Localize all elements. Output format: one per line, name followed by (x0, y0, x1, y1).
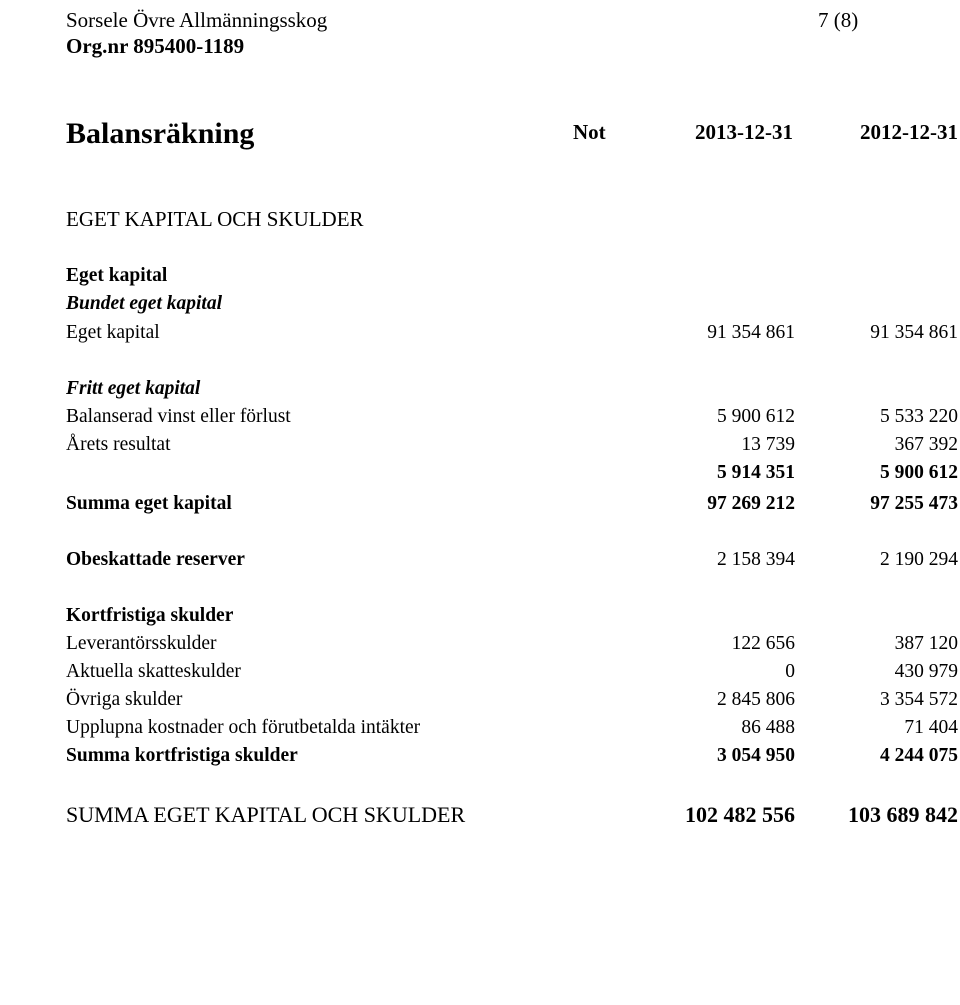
page-number: 7 (8) (818, 8, 859, 32)
column-header-2012: 2012-12-31 (860, 120, 958, 144)
table-row (0, 403, 960, 431)
row-value-2013: 13 739 (741, 434, 795, 455)
row-value-2012: 5 900 612 (880, 462, 958, 483)
row-value-2012: 430 979 (894, 661, 958, 682)
subtotal-row (0, 459, 960, 487)
row-value-2013: 3 054 950 (717, 745, 795, 766)
subheading-bundet-eget-kapital (0, 290, 960, 318)
row-label: Eget kapital (66, 322, 160, 343)
section-heading-equity-liabilities (0, 205, 960, 233)
row-value-2013: 2 845 806 (717, 689, 795, 710)
organization-number: Org.nr 895400-1189 (66, 34, 245, 58)
row-label: EGET KAPITAL OCH SKULDER (66, 207, 364, 231)
column-header-2013: 2013-12-31 (695, 120, 793, 144)
row-value-2012: 71 404 (904, 717, 958, 738)
row-label: Fritt eget kapital (66, 378, 201, 399)
row-label: Övriga skulder (66, 689, 183, 710)
row-label: Balanserad vinst eller förlust (66, 406, 291, 427)
row-value-2012: 91 354 861 (870, 322, 958, 343)
total-row-summa-kortfristiga-skulder (0, 742, 960, 770)
page-title: Balansräkning (66, 117, 255, 150)
organization-name: Sorsele Övre Allmänningsskog (66, 8, 328, 32)
row-label: Årets resultat (66, 434, 171, 455)
row-value-2013: 5 900 612 (717, 406, 795, 427)
row-label: SUMMA EGET KAPITAL OCH SKULDER (66, 802, 466, 827)
row-label: Kortfristiga skulder (66, 605, 234, 626)
row-value-2013: 102 482 556 (685, 802, 795, 827)
row-value-2012: 3 354 572 (880, 689, 958, 710)
row-value-2012: 2 190 294 (880, 549, 958, 570)
row-value-2013: 91 354 861 (707, 322, 795, 343)
row-label: Eget kapital (66, 265, 168, 286)
subheading-eget-kapital (0, 262, 960, 290)
row-label: Summa kortfristiga skulder (66, 745, 298, 766)
row-value-2013: 0 (785, 661, 795, 682)
row-value-2012: 4 244 075 (880, 745, 958, 766)
row-value-2013: 97 269 212 (707, 493, 795, 514)
row-label: Upplupna kostnader och förutbetalda intäkter (66, 717, 421, 738)
row-label: Aktuella skatteskulder (66, 661, 241, 682)
table-row (0, 686, 960, 714)
table-row (0, 431, 960, 459)
row-value-2013: 2 158 394 (717, 549, 795, 570)
column-header-not: Not (573, 120, 606, 144)
total-row-obeskattade-reserver (0, 546, 960, 574)
row-value-2013: 86 488 (741, 717, 795, 738)
grand-total-row (0, 799, 960, 831)
table-row (0, 714, 960, 742)
row-value-2012: 367 392 (894, 434, 958, 455)
table-row (0, 319, 960, 347)
subheading-kortfristiga-skulder (0, 602, 960, 630)
row-value-2012: 103 689 842 (848, 802, 958, 827)
row-label: Summa eget kapital (66, 493, 232, 514)
row-value-2013: 122 656 (731, 633, 795, 654)
table-row (0, 630, 960, 658)
row-value-2013: 5 914 351 (717, 462, 795, 483)
row-value-2012: 387 120 (894, 633, 958, 654)
row-value-2012: 5 533 220 (880, 406, 958, 427)
row-label: Bundet eget kapital (66, 293, 222, 314)
row-value-2012: 97 255 473 (870, 493, 958, 514)
subheading-fritt-eget-kapital (0, 375, 960, 403)
total-row-summa-eget-kapital (0, 490, 960, 518)
row-label: Leverantörsskulder (66, 633, 217, 654)
row-label: Obeskattade reserver (66, 549, 245, 570)
table-row (0, 658, 960, 686)
